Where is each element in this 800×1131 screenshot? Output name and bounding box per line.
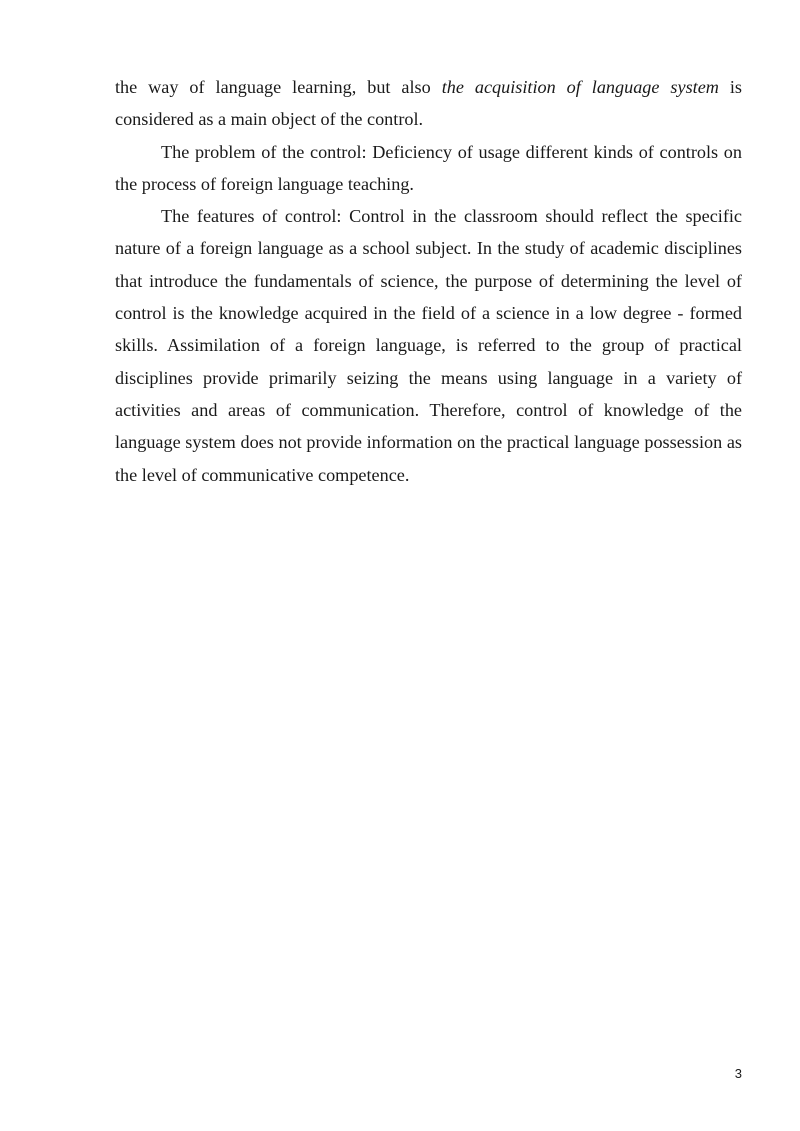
page-number: 3 [734,1066,742,1081]
text-run: is considered as a main object of the control. [115,77,742,130]
text-run: the way of language learning, but also [115,77,442,97]
paragraph-continuation [115,71,742,136]
text-run: The features of control: Control in the classroom should reflect the specific nature of a foreign language as a school subject. In the study of academic disciplines that introduce the fundamentals of science, the purpose of determining the level of control is the knowledge acquired in the field of a science in a low degree - formed skills. Assimilation of a foreign language, is referred to the group of practical disciplines provide primarily seizing the means using language in a variety of activities and areas of communication. Therefore, control of knowledge of the language system does not provide information on the practical language possession as the level of communicative competence. [115,206,742,485]
italic-text-run: the acquisition of language system [441,77,719,97]
body-text [115,71,742,491]
text-run: The problem of the control: Deficiency of usage different kinds of controls on the process of foreign language teaching. [115,141,742,194]
paragraph-features [115,200,742,491]
paragraph-problem [115,136,742,201]
